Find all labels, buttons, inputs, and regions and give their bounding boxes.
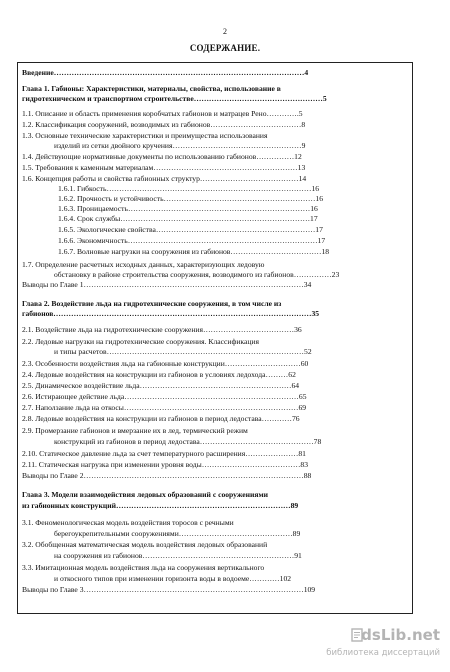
toc-entry[interactable]: Введение………………………………………………………………………………………4: [22, 68, 309, 77]
toc-entry[interactable]: берегоукрепительными сооружениями………………………………………89: [54, 529, 301, 538]
toc-entry[interactable]: Выводы по Главе 1……………………………………………………………………………34: [22, 280, 312, 289]
toc-entry[interactable]: и откосного типов при изменении горизонта воды в водоеме…………102: [54, 574, 292, 583]
toc-entry[interactable]: 1.6.6. Экономичность…………………………………………………………………17: [58, 236, 326, 245]
toc-entry[interactable]: Глава 3. Модели взаимодействия ледовых образований с сооружениями: [22, 490, 269, 499]
toc-entry[interactable]: 1.7. Определение расчетных исходных данных, характеризующих ледовую: [22, 260, 265, 269]
toc-entry[interactable]: 3.3. Имитационная модель воздействия льда на сооружения вертикального: [22, 563, 265, 572]
toc-entry[interactable]: 1.4. Действующие нормативные документы по использованию габионов……………12: [22, 152, 302, 161]
toc-entry[interactable]: 2.1. Воздействие льда на гидротехнические сооружения………………………………36: [22, 325, 302, 334]
toc-entry[interactable]: 2.2. Ледовые нагрузки на гидротехнические сооружения. Классификация: [22, 337, 259, 346]
watermark-tagline: библиотека диссертаций: [326, 648, 440, 658]
toc-entry[interactable]: 2.3. Особенности воздействия льда на габионные конструкции…………………………60: [22, 359, 309, 368]
page-number: 2: [223, 27, 227, 36]
toc-entry[interactable]: и типы расчетов……………………………………………………………………52: [54, 347, 312, 356]
toc-entry[interactable]: 1.2. Классификация сооружений, возводимых из габионов………………………………8: [22, 120, 306, 129]
toc-entry[interactable]: Выводы по Главе 3……………………………………………………………………………109: [22, 585, 316, 594]
toc-entry[interactable]: Выводы по Главе 2……………………………………………………………………………88: [22, 471, 312, 480]
page-title: СОДЕРЖАНИЕ.: [189, 43, 261, 53]
toc-entry[interactable]: 2.4. Ледовые воздействия на конструкции из габионов в условиях ледохода………62: [22, 370, 296, 379]
toc-entry[interactable]: 1.6.3. Проницаемость………………………………………………………………16: [58, 204, 318, 213]
toc-entry[interactable]: 1.6. Концепция работы и свойства габионных структур…………………………………14: [22, 174, 307, 183]
toc-entry[interactable]: 1.5. Требования к каменным материалам…………………………………………………13: [22, 163, 306, 172]
toc-entry[interactable]: габионов…………………………………………………………………………………………35: [22, 309, 320, 318]
toc-entry[interactable]: 3.2. Обобщенная математическая модель воздействия ледовых образований: [22, 540, 268, 549]
watermark: [310, 626, 440, 666]
toc-entry[interactable]: 2.6. Истирающее действие льда……………………………………………………………65: [22, 392, 307, 401]
table-of-contents: [17, 62, 413, 614]
toc-entry[interactable]: изделий из сетки двойного кручения……………………………………………9: [54, 141, 306, 150]
toc-entry[interactable]: Глава 1. Габионы: Характеристики, материалы, свойства, использование в: [22, 84, 281, 93]
toc-entry[interactable]: на сооружения из габионов……………………………………………………91: [54, 551, 302, 560]
toc-entry[interactable]: конструкций из габионов в период ледостава………………………………………78: [54, 437, 322, 446]
toc-entry[interactable]: из габионных конструкций……………………………………………………………89: [22, 501, 299, 510]
toc-entry[interactable]: 2.8. Ледовые воздействия на конструкции из габионов в период ледостава…………76: [22, 414, 300, 423]
toc-entry[interactable]: 2.5. Динамическое воздействие льда……………………………………………………64: [22, 381, 300, 390]
toc-entry[interactable]: 1.1. Описание и область применения коробчатых габионов и матрацев Рено………….5: [22, 109, 303, 118]
toc-entry[interactable]: 1.6.1. Гибкость………………………………………………………………………16: [58, 184, 320, 193]
toc-entry[interactable]: обстановку в районе строительства сооружения, возводимого из габионов……………23: [54, 270, 340, 279]
toc-entry[interactable]: 1.6.4. Срок службы…………………………………………………………………17: [58, 214, 318, 223]
toc-entry[interactable]: 1.6.2. Прочность и устойчивость……………………………………………………16: [58, 194, 324, 203]
toc-entry[interactable]: Глава 2. Воздействие льда на гидротехнические сооружения, в том числе из: [22, 299, 282, 308]
watermark-logo: dsLib.net: [361, 626, 440, 644]
toc-entry[interactable]: 3.1. Феноменологическая модель воздействия торосов с речными: [22, 518, 234, 527]
toc-entry[interactable]: гидротехническом и транспортном строительстве……………………………………………5: [22, 94, 327, 103]
toc-entry[interactable]: 1.6.7. Волновые нагрузки на сооружения из габионов………………………………18: [58, 247, 330, 256]
toc-entry[interactable]: 1.3. Основные технические характеристики и преимущества использования: [22, 131, 268, 140]
toc-entry[interactable]: 2.9. Промерзание габионов и вмерзание их в лед, термический режим: [22, 426, 248, 435]
toc-entry[interactable]: 2.10. Статическое давление льда за счет температурного расширения…………………81: [22, 449, 306, 458]
toc-entry[interactable]: 2.7. Наползание льда на откосы……………………………………………………………69: [22, 403, 307, 412]
toc-entry[interactable]: 1.6.5. Экологические свойства………………………………………………………17: [58, 225, 323, 234]
toc-entry[interactable]: 2.11. Статическая нагрузка при изменении уровня воды…………………………………83: [22, 460, 309, 469]
